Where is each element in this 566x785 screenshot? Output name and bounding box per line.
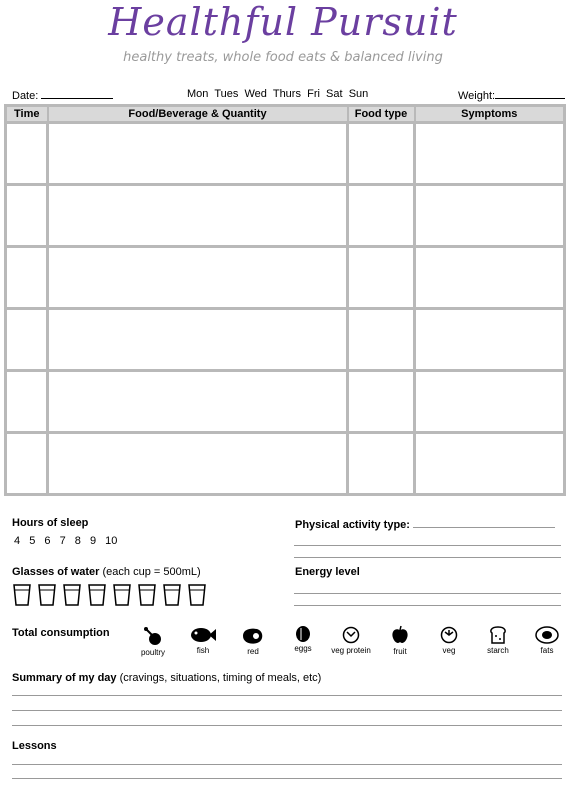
summary-line[interactable] <box>12 710 562 711</box>
water-cup-icon[interactable] <box>188 584 206 606</box>
sleep-option[interactable]: 10 <box>105 535 118 547</box>
lessons-line[interactable] <box>12 778 562 779</box>
physical-activity-line[interactable] <box>294 545 561 546</box>
date-field[interactable] <box>12 88 113 102</box>
water-cup-icon[interactable] <box>138 584 156 606</box>
summary-line[interactable] <box>12 725 562 726</box>
consumption-item-red[interactable]: red <box>233 627 273 656</box>
symptoms-cell[interactable] <box>415 123 565 185</box>
drumstick-icon <box>143 626 163 646</box>
column-header-food-type: Food type <box>348 106 415 123</box>
egg-icon <box>295 624 311 642</box>
sleep-option[interactable]: 4 <box>14 535 21 547</box>
water-label-text: Glasses of water <box>12 566 100 578</box>
time-cell[interactable] <box>6 123 48 185</box>
day-sat[interactable]: Sat <box>326 88 343 100</box>
summary-label <box>12 672 321 684</box>
day-mon[interactable]: Mon <box>187 88 209 100</box>
lessons-label: Lessons <box>12 740 57 752</box>
table-row <box>6 371 565 433</box>
water-cup-icon[interactable] <box>13 584 31 606</box>
food-type-cell[interactable] <box>348 309 415 371</box>
consumption-item-poultry[interactable]: poultry <box>133 626 173 657</box>
food-type-cell[interactable] <box>348 371 415 433</box>
sleep-option[interactable]: 9 <box>89 535 97 547</box>
food-cell[interactable] <box>48 309 348 371</box>
physical-activity-label: Physical activity type: <box>295 519 410 531</box>
apple-icon <box>390 625 410 645</box>
column-header-symptoms: Symptoms <box>415 106 565 123</box>
consumption-item-fats[interactable]: fats <box>527 626 566 655</box>
day-selector <box>187 88 368 100</box>
time-cell[interactable] <box>6 309 48 371</box>
food-cell[interactable] <box>48 433 348 495</box>
sleep-option[interactable]: 5 <box>29 535 36 547</box>
energy-level-label: Energy level <box>295 566 360 578</box>
consumption-item-veg[interactable]: veg <box>429 626 469 655</box>
food-type-cell[interactable] <box>348 247 415 309</box>
bean-icon <box>342 626 360 644</box>
symptoms-cell[interactable] <box>415 185 565 247</box>
summary-line[interactable] <box>12 695 562 696</box>
weight-field[interactable] <box>458 88 565 102</box>
day-tues[interactable]: Tues <box>214 88 239 100</box>
table-header-row <box>6 106 565 123</box>
column-header-food: Food/Beverage & Quantity <box>48 106 348 123</box>
fish-icon <box>190 626 216 644</box>
time-cell[interactable] <box>6 185 48 247</box>
time-cell[interactable] <box>6 433 48 495</box>
water-cup-icon[interactable] <box>113 584 131 606</box>
time-cell[interactable] <box>6 371 48 433</box>
water-label <box>12 566 201 578</box>
energy-level-line[interactable] <box>294 593 561 594</box>
table-row <box>6 123 565 185</box>
summary-note: (cravings, situations, timing of meals, etc) <box>119 672 322 684</box>
brand-logo-title: Healthful Pursuit <box>108 0 458 44</box>
symptoms-cell[interactable] <box>415 309 565 371</box>
avocado-icon <box>535 626 559 644</box>
consumption-item-starch[interactable]: starch <box>478 626 518 655</box>
table-row <box>6 433 565 495</box>
summary-label-text: Summary of my day <box>12 672 117 684</box>
water-cup-icon[interactable] <box>63 584 81 606</box>
total-consumption-label: Total consumption <box>12 627 110 639</box>
sleep-label: Hours of sleep <box>12 517 89 529</box>
water-note: (each cup = 500mL) <box>102 566 201 578</box>
food-log-table <box>4 104 566 496</box>
date-blank-line <box>41 88 113 99</box>
consumption-item-veg-protein[interactable]: veg protein <box>331 626 371 655</box>
date-label: Date: <box>12 90 39 102</box>
time-cell[interactable] <box>6 247 48 309</box>
consumption-item-eggs[interactable]: eggs <box>283 624 323 653</box>
table-row <box>6 185 565 247</box>
water-cup-icon[interactable] <box>88 584 106 606</box>
table-row <box>6 309 565 371</box>
sleep-hours-options <box>14 535 117 547</box>
food-cell[interactable] <box>48 185 348 247</box>
water-cups <box>13 584 213 609</box>
symptoms-cell[interactable] <box>415 371 565 433</box>
physical-activity-line[interactable] <box>294 557 561 558</box>
table-row <box>6 247 565 309</box>
food-cell[interactable] <box>48 247 348 309</box>
symptoms-cell[interactable] <box>415 247 565 309</box>
steak-icon <box>241 627 265 645</box>
weight-blank-line <box>495 88 565 99</box>
water-cup-icon[interactable] <box>163 584 181 606</box>
food-type-cell[interactable] <box>348 185 415 247</box>
food-type-cell[interactable] <box>348 433 415 495</box>
food-type-cell[interactable] <box>348 123 415 185</box>
physical-activity-field[interactable] <box>295 517 555 531</box>
sleep-option[interactable]: 8 <box>74 535 81 547</box>
sleep-option[interactable]: 6 <box>44 535 51 547</box>
day-sun[interactable]: Sun <box>348 88 369 100</box>
sleep-option[interactable]: 7 <box>59 535 66 547</box>
consumption-item-fish[interactable]: fish <box>183 626 223 655</box>
food-cell[interactable] <box>48 371 348 433</box>
day-fri[interactable]: Fri <box>307 88 320 100</box>
brand-tagline: healthy treats, whole food eats & balanced living <box>123 50 443 65</box>
lessons-line[interactable] <box>12 764 562 765</box>
symptoms-cell[interactable] <box>415 433 565 495</box>
weight-label: Weight: <box>458 90 496 102</box>
tomato-icon <box>440 626 458 644</box>
water-cup-icon[interactable] <box>38 584 56 606</box>
day-thurs[interactable]: Thurs <box>272 88 301 100</box>
column-header-time: Time <box>6 106 48 123</box>
food-cell[interactable] <box>48 123 348 185</box>
energy-level-line[interactable] <box>294 605 561 606</box>
consumption-item-fruit[interactable]: fruit <box>380 625 420 656</box>
physical-activity-line <box>413 517 555 528</box>
bread-icon <box>489 626 507 644</box>
day-wed[interactable]: Wed <box>244 88 267 100</box>
